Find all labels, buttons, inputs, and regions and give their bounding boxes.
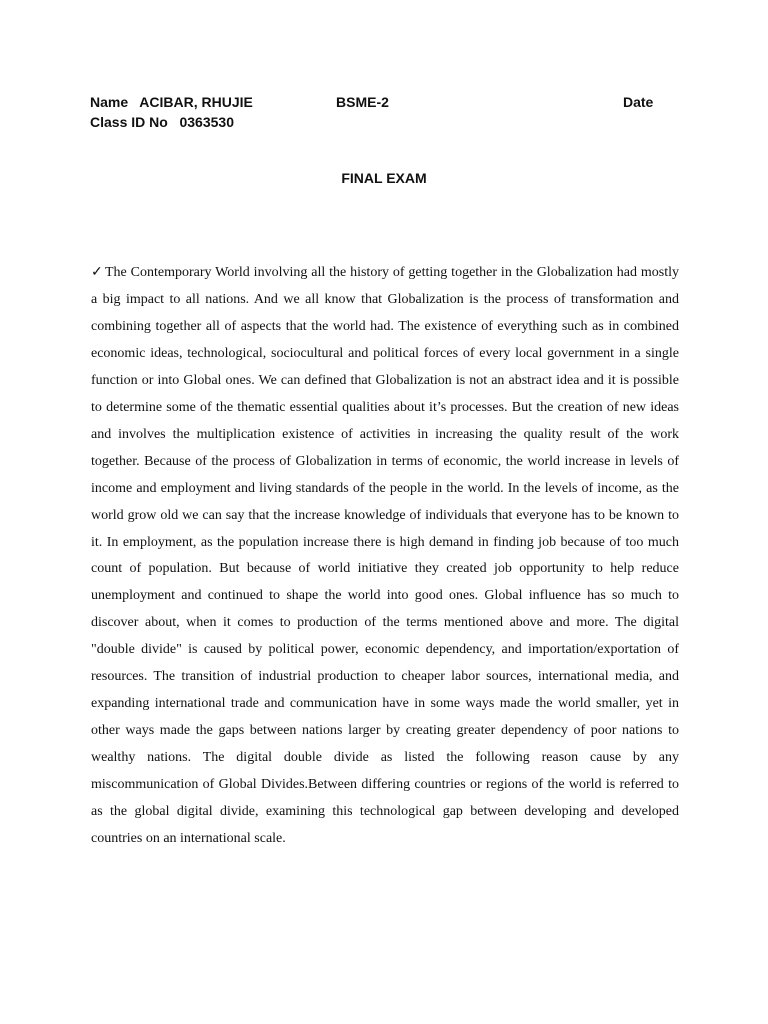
exam-title: FINAL EXAM	[341, 170, 427, 186]
name-value: ACIBAR, RHUJIE	[139, 94, 253, 110]
name-field	[90, 92, 253, 112]
checkmark-icon: ✓	[91, 265, 103, 280]
course-section: BSME-2	[336, 94, 389, 110]
essay-text: The Contemporary World involving all the history of getting together in the Globalization had mostly a big impact to all nations. And we all know that Globalization is the process of transformation and combining together all of aspects that the world had. The existence of everything such as in combined economic ideas, technological, sociocultural and political forces of every local government in a single function or into Global ones. We can defined that Globalization is not an abstract idea and it is possible to determine some of the thematic essential qualities about it’s processes. But the creation of new ideas and involves the multiplication existence of activities in increasing the quality result of the work together. Because of the process of Globalization in terms of economic, the world increase in levels of income and employment and living standards of the people in the world. In the levels of income, as the world grow old we can say that the increase knowledge of individuals that everyone has to be known to it. In employment, as the population increase there is high demand in finding job because of too much count of population. But because of world initiative they created job opportunity to help reduce unemployment and continued to shape the world into good ones. Global influence has so much to discover about, when it comes to production of the terms mentioned above and more. The digital "double divide" is caused by political power, economic dependency, and importation/exportation of resources. The transition of industrial production to cheaper labor sources, international media, and expanding international trade and communication have in some ways made the world smaller, yet in other ways made the gaps between nations larger by creating greater dependency of poor nations to wealthy nations. The digital double divide as listed the following reason cause by any miscommunication of Global Divides.Between differing countries or regions of the world is referred to as the global digital divide, examining this technological gap between developing and developed countries on an international scale.	[91, 265, 679, 847]
class-id-field	[90, 112, 234, 132]
class-id-value: 0363530	[179, 114, 234, 130]
date-label: Date	[623, 94, 654, 110]
class-id-label: Class ID No	[90, 114, 168, 130]
name-label: Name	[90, 94, 129, 110]
essay-paragraph	[91, 260, 679, 853]
